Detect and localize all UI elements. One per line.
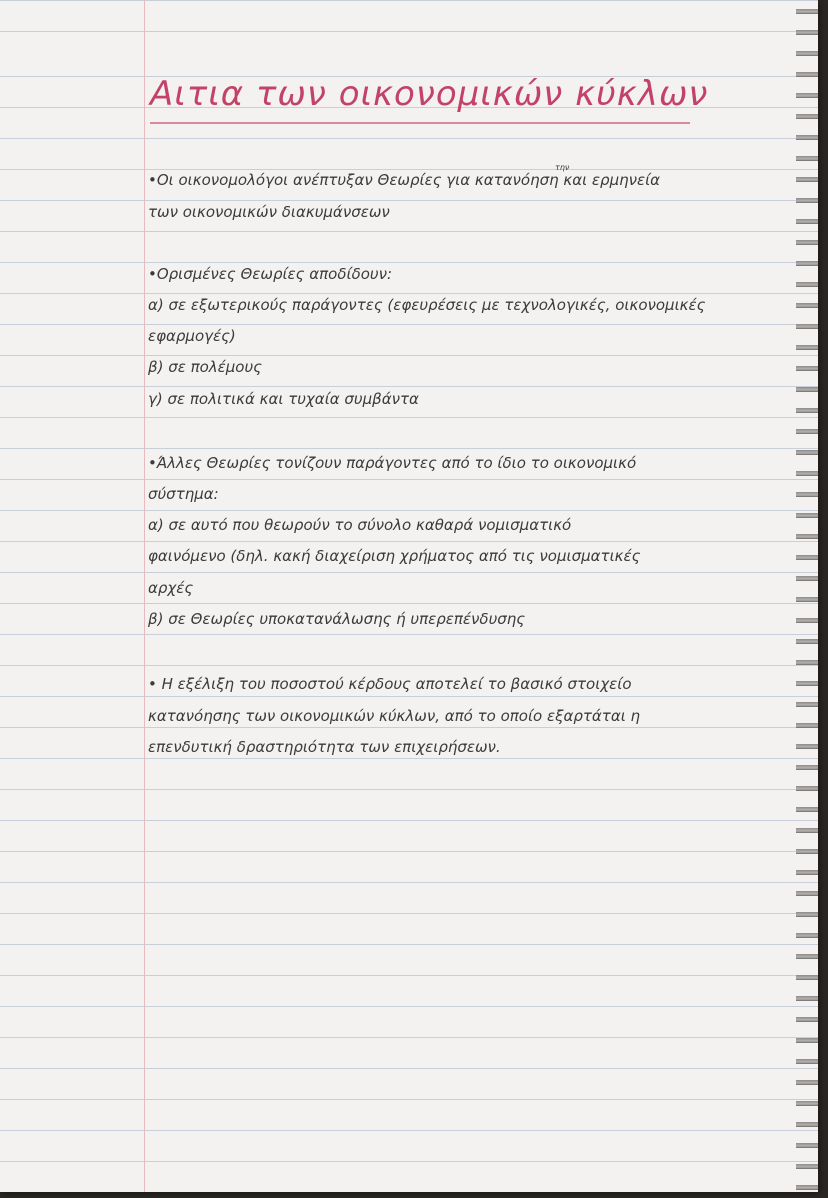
insertion-note: την <box>555 163 570 172</box>
paragraph-2-line-3: εφαρμογές) <box>148 327 236 345</box>
page-title: Αιτια των οικονομικών κύκλων <box>150 74 709 114</box>
paragraph-3-line-1: •Άλλες Θεωρίες τονίζουν παράγοντες από το ίδιο το οικονομικό <box>148 454 637 472</box>
paragraph-1-line-2: των οικονομικών διακυμάνσεων <box>148 203 390 221</box>
paragraph-2-line-2: α) σε εξωτερικούς παράγοντες (εφευρέσεις με τεχνολογικές, οικονομικές <box>148 296 706 314</box>
paragraph-2-line-1: •Ορισμένες Θεωρίες αποδίδουν: <box>148 265 393 283</box>
paragraph-4-line-2: κατανόησης των οικονομικών κύκλων, από το οποίο εξαρτάται η <box>148 707 641 725</box>
title-underline <box>150 122 690 124</box>
paragraph-3-line-4: φαινόμενο (δηλ. κακή διαχείριση χρήματος από τις νομισματικές <box>148 547 641 565</box>
paragraph-3-line-2: σύστημα: <box>148 485 219 503</box>
paragraph-3-line-3: α) σε αυτό που θεωρούν το σύνολο καθαρά νομισματικό <box>148 516 572 534</box>
paragraph-2-line-4: β) σε πολέμους <box>148 358 262 376</box>
paragraph-1-line-1: •Οι οικονομολόγοι ανέπτυξαν Θεωρίες για κατανόηση και ερμηνεία <box>148 171 661 189</box>
paragraph-2-line-5: γ) σε πολιτικά και τυχαία συμβάντα <box>148 390 419 408</box>
paragraph-4-line-1: • Η εξέλιξη του ποσοστού κέρδους αποτελεί το βασικό στοιχείο <box>148 675 632 693</box>
paragraph-4-line-3: επενδυτική δραστηριότητα των επιχειρήσεων. <box>148 738 501 756</box>
paragraph-3-line-5: αρχές <box>148 579 194 597</box>
spiral-binding <box>796 0 818 1192</box>
paragraph-3-line-6: β) σε Θεωρίες υποκατανάλωσης ή υπερεπένδυσης <box>148 610 526 628</box>
